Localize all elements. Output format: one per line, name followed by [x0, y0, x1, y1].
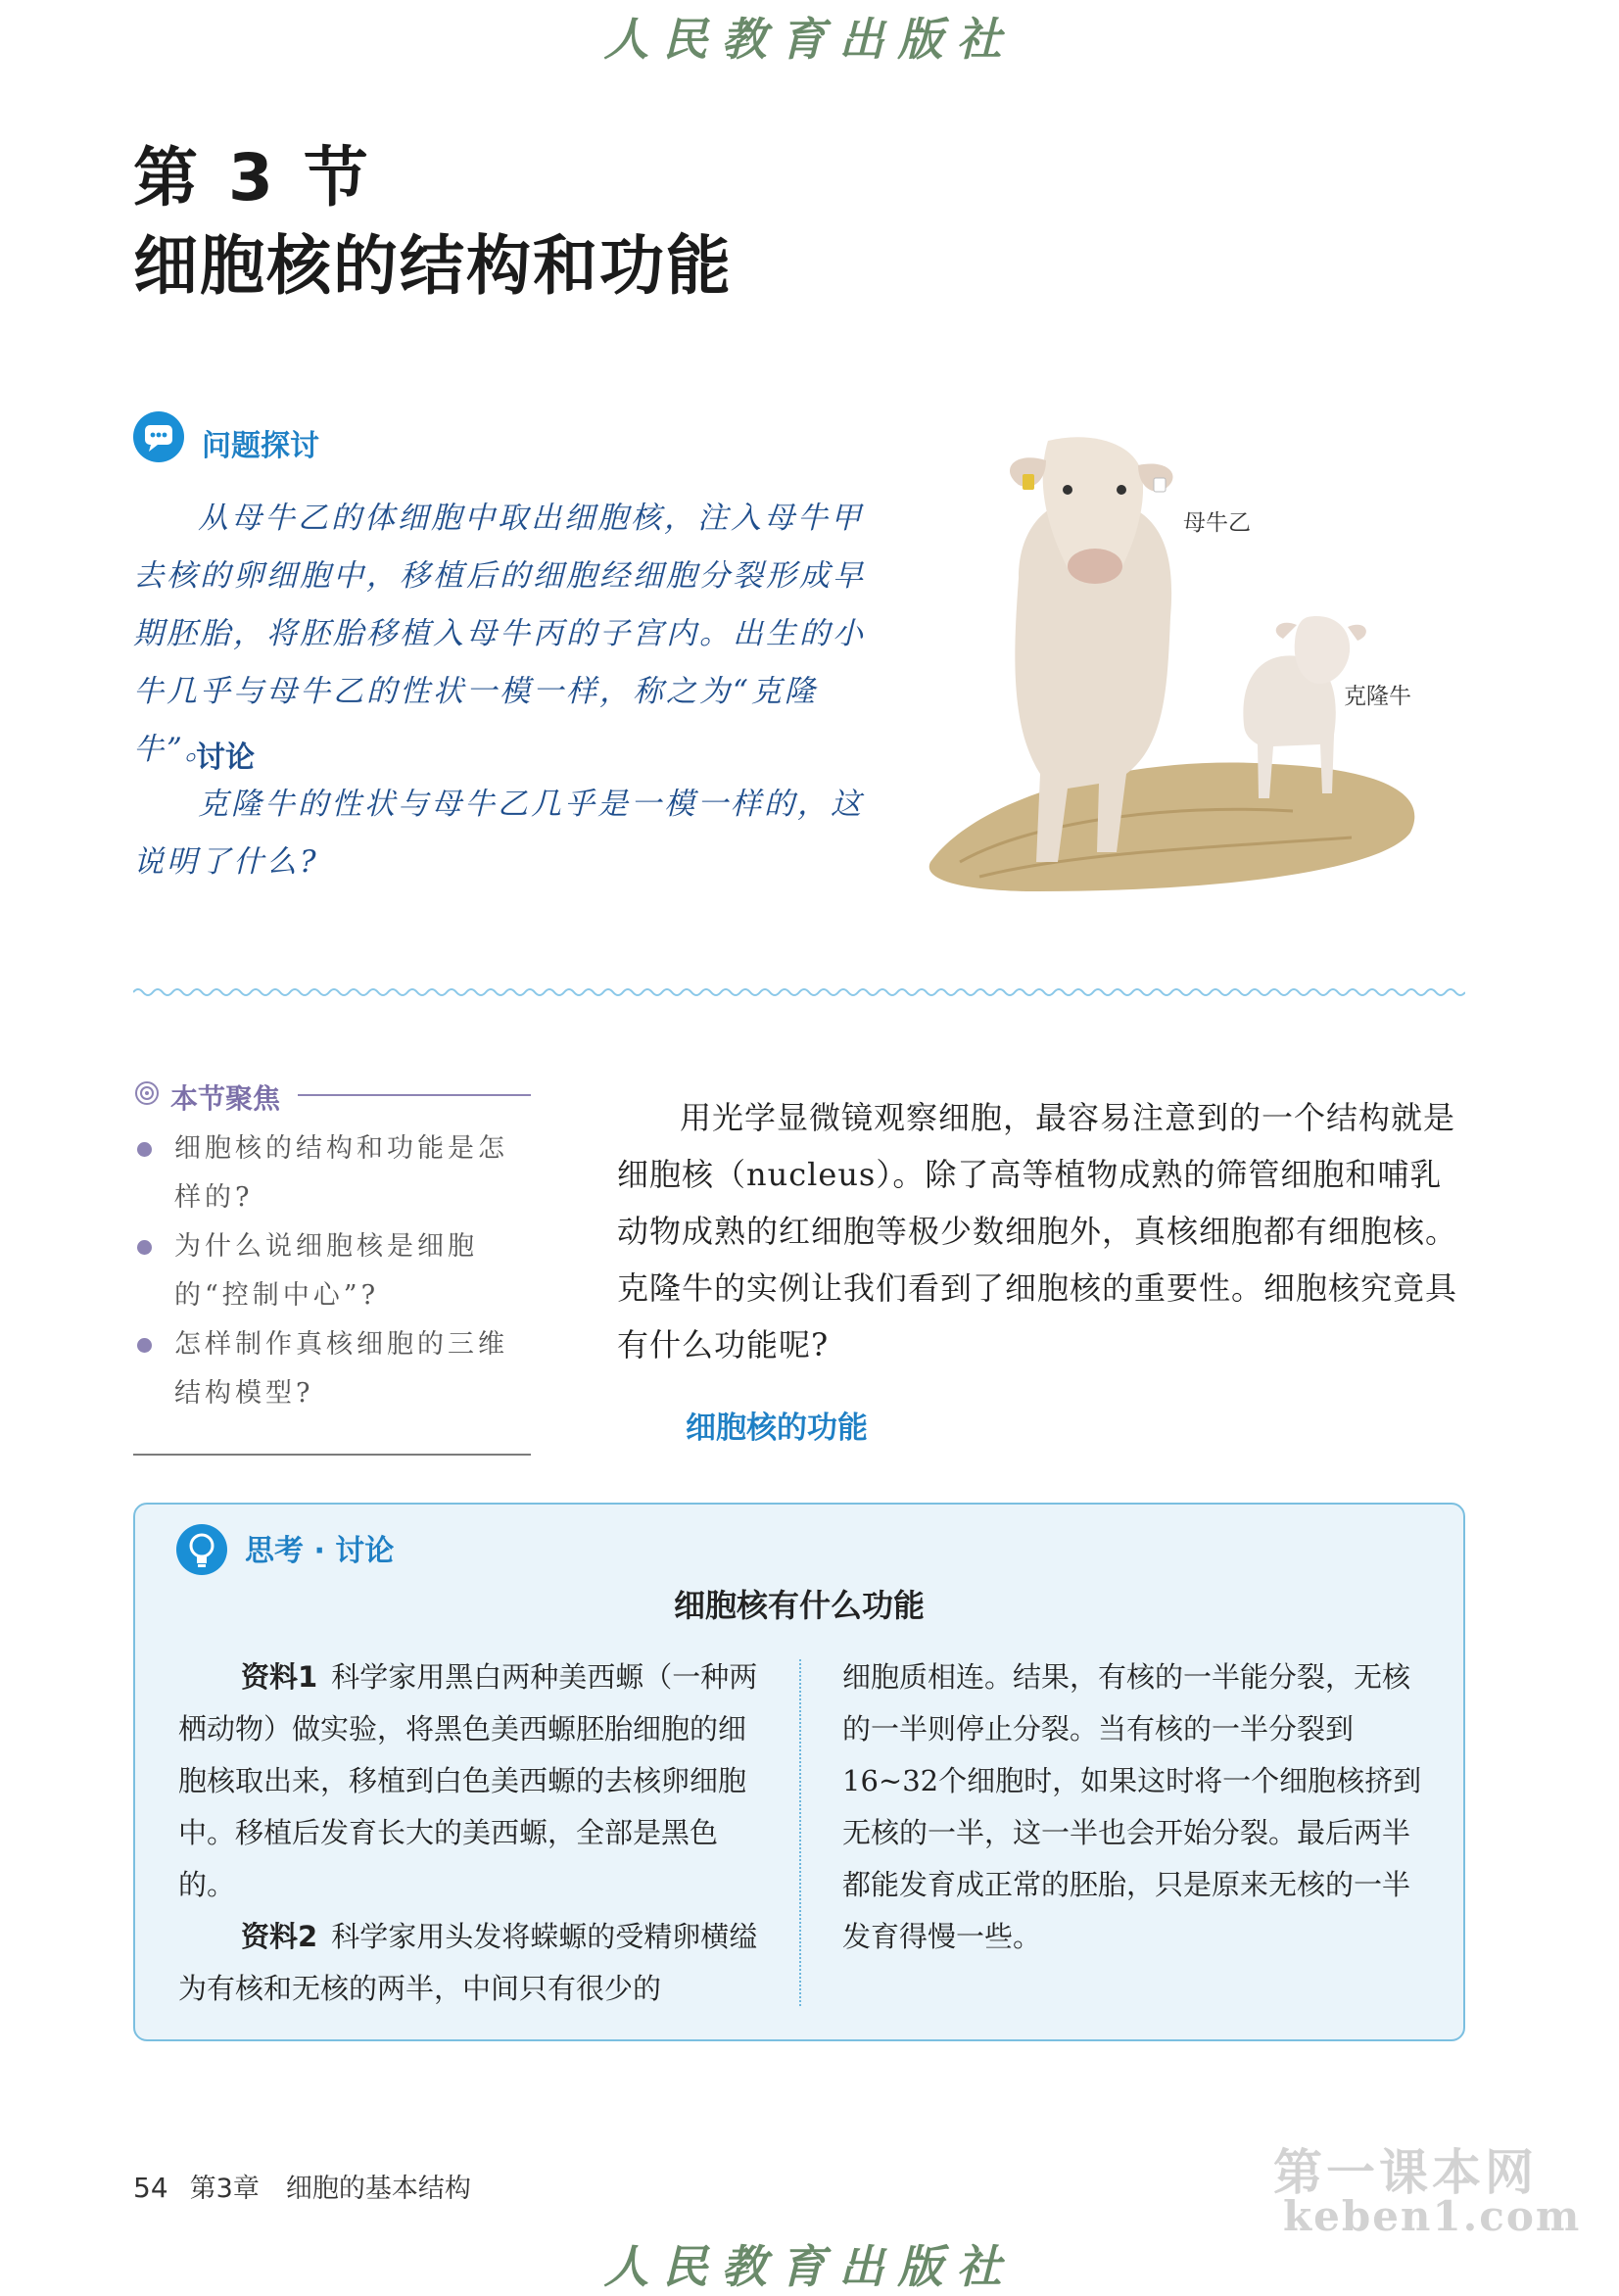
- lightbulb-icon: [176, 1524, 227, 1575]
- focus-item: 为什么说细胞核是细胞的“控制中心”?: [133, 1222, 535, 1320]
- publisher-header: 人民教育出版社: [603, 13, 1016, 66]
- focus-item: 怎样制作真核细胞的三维结构模型?: [133, 1320, 535, 1418]
- material-1-text: 科学家用黑白两种美西螈（一种两栖动物）做实验，将黑色美西螈胚胎细胞的细胞核取出来，移植到白色美西螈的去核卵细胞中。移植后发育长大的美西螈，全部是黑色的。: [178, 1660, 758, 1901]
- material-2: [178, 1911, 758, 2015]
- label-cloned-calf: 克隆牛: [1344, 684, 1411, 709]
- chat-bubble-icon: [133, 411, 184, 462]
- section-title: 细胞核的结构和功能: [133, 228, 733, 304]
- focus-bottom-rule: [133, 1454, 531, 1456]
- materials-left-column: [178, 1651, 758, 2015]
- focus-list: [133, 1124, 535, 1418]
- problem-heading: 问题探讨: [202, 429, 319, 463]
- page-footer: [133, 2167, 471, 2205]
- chapter-label: 第3章 细胞的基本结构: [189, 2174, 471, 2204]
- discuss-label: 讨论: [196, 741, 255, 775]
- problem-text: 从母牛乙的体细胞中取出细胞核，注入母牛甲去核的卵细胞中，移植后的细胞经细胞分裂形成早期胚胎，将胚胎移植入母牛丙的子宫内。出生的小牛几乎与母牛乙的性状一模一样，称之为“克隆牛”。: [133, 501, 866, 767]
- discuss-text: 克隆牛的性状与母牛乙几乎是一模一样的，这说明了什么?: [133, 787, 864, 880]
- intro-text: 用光学显微镜观察细胞，最容易注意到的一个结构就是细胞核（nucleus）。除了高等植物成熟的筛管细胞和哺乳动物成熟的红细胞等极少数细胞外，真核细胞都有细胞核。克隆牛的实例让我们看到了细胞核的重要性。细胞核究竟具有什么功能呢?: [617, 1099, 1458, 1363]
- material-2-text-right: 细胞质相连。结果，有核的一半能分裂，无核的一半则停止分裂。当有核的一半分裂到16~32个细胞时，如果这时将一个细胞核挤到无核的一半，这一半也会开始分裂。最后两半都能发育成正常的胚胎，只是原来无核的一半发育得慢一些。: [842, 1660, 1422, 1953]
- think-discuss-heading: 思考 · 讨论: [245, 1534, 395, 1568]
- intro-paragraph: [617, 1089, 1463, 1373]
- target-icon: [133, 1079, 161, 1111]
- page-number: 54: [133, 2172, 168, 2204]
- section-number: 第 3 节: [133, 140, 372, 215]
- material-1-tag: 资料1: [241, 1660, 318, 1694]
- site-watermark: 第一课本网: [1273, 2144, 1538, 2201]
- label-cow-b: 母牛乙: [1183, 510, 1251, 536]
- materials-right-column: [842, 1651, 1422, 1963]
- material-2-tag: 资料2: [241, 1920, 318, 1953]
- material-1: [178, 1651, 758, 1911]
- wavy-divider: [133, 984, 1465, 1003]
- focus-heading: 本节聚焦: [170, 1082, 281, 1115]
- think-discuss-title: 细胞核有什么功能: [673, 1587, 925, 1624]
- discuss-paragraph: [133, 776, 887, 891]
- function-subheading: 细胞核的功能: [686, 1411, 868, 1446]
- cloned-cow-illustration: [921, 431, 1430, 901]
- focus-rule: [298, 1094, 531, 1096]
- material-2-text-left: 科学家用头发将蝾螈的受精卵横缢为有核和无核的两半，中间只有很少的: [178, 1920, 758, 2005]
- column-divider: [799, 1659, 801, 2006]
- focus-item: 细胞核的结构和功能是怎样的?: [133, 1124, 535, 1222]
- publisher-footer: 人民教育出版社: [603, 2240, 1016, 2293]
- site-url-watermark: keben1.com: [1283, 2192, 1582, 2240]
